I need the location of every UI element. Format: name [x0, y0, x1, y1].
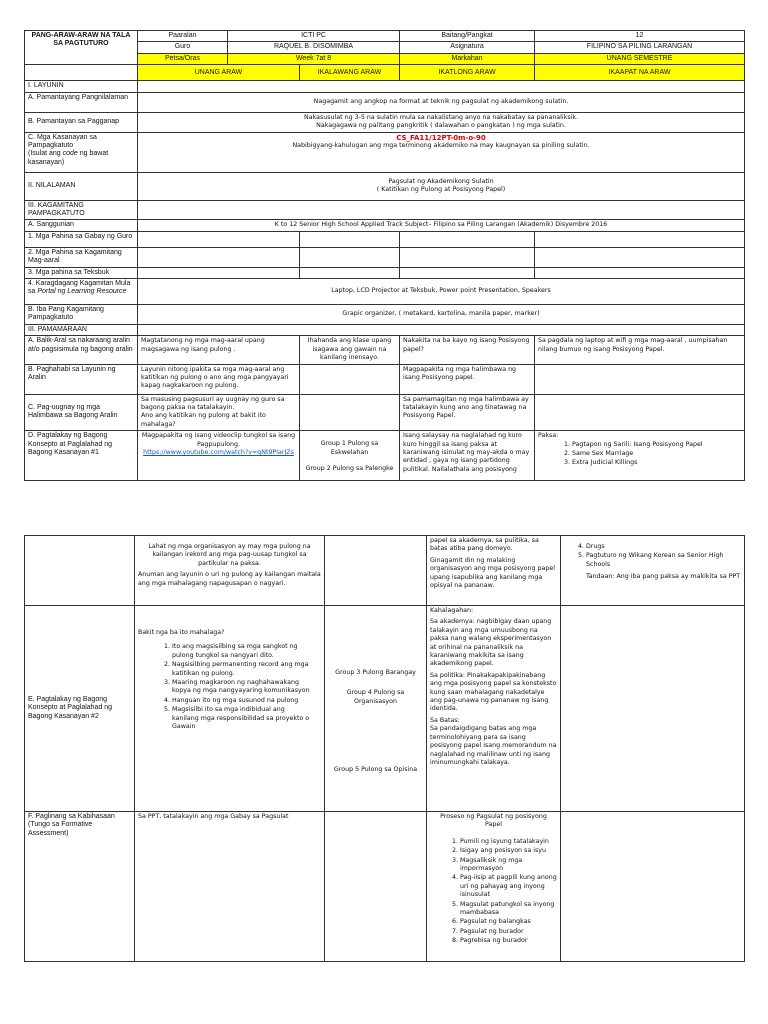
balik-aral-label: A. Balik-Aral sa nakaraang aralin at/o pagsisimula ng bagong aralin: [25, 336, 138, 364]
list-item: 8. Pagrebisa ng burador: [460, 937, 557, 945]
pagtalakay-1-day3: Isang salaysay na naglalahad ng kuro kuro hinggil sa isang paksa at karaniwang isinulat ng may-akda o may entidad , gaya ng isang partidong pulitikal. Nailalathala ang posisyong: [400, 431, 535, 481]
iba-pang-content: Grapic organizer, ( metakard, kartolina, manila paper, marker): [138, 305, 745, 325]
continued-day1: Lahat ng mga organisasyon ay may mga pulong na kailangan irekord ang mga pag-uusap tungkol sa partikular na paksa. Anuman ang layunin o uri ng pulong ay kailangan maitala ang mga mahalagang napagusapan o nagyari.: [135, 536, 325, 606]
kagamitang-mag-label: 2. Mga Pahina sa Kagamitang Mag-aaral: [25, 247, 138, 267]
markahan-value: UNANG SEMESTRE: [535, 53, 745, 64]
guro-value: RAQUEL B. DISOMIMBA: [228, 42, 400, 53]
pamantayang-pang-label: A. Pamantayang Pangnilalaman: [25, 92, 138, 112]
sanggunian-content: K to 12 Senior High School Applied Track Subject– Filipino sa Piling Larangan (Akademik) Disyembre 2016: [138, 220, 745, 231]
layunin-label: I. LAYUNIN: [25, 81, 138, 92]
lesson-log-table-continued: [24, 535, 745, 962]
list-item: 4. Hanguan ito ng mga susunod na pulong: [172, 697, 311, 705]
kasanayan-label: C. Mga Kasanayan sa Pampagkatuto (Isulat ang code ng bawat kasanayan): [25, 132, 138, 172]
asignatura-label: Asignatura: [400, 42, 535, 53]
day-3-header: IKATLONG ARAW: [400, 65, 535, 81]
pag-uugnay-day1: Sa masusing pagsusuri ay uugnay ng guro sa bagong paksa na tatalakayin. Ano ang katitikan ng pulong at bakit ito mahalaga?: [138, 394, 300, 431]
pamantayang-pang-content: Nagagamit ang angkop na format at teknik ng pagsulat ng akademikong sulatin.: [138, 92, 745, 112]
baitang-label: Baitang/Pangkat: [400, 31, 535, 42]
paksa-list: [538, 441, 741, 468]
youtube-link[interactable]: https://www.youtube.com/watch?v=qNt9PlarJZs: [143, 448, 294, 456]
list-item: 3. Magsaliksik ng mga impormasyon: [460, 857, 557, 874]
balik-aral-day4: Sa pagdala ng laptop at wifi g mga mag-aaral , uumpisahan nilang bumuo ng isang Posisyong Papel.: [535, 336, 745, 364]
kagamitang-label: III. KAGAMITANG PAMPAGKATUTO: [25, 200, 138, 220]
dll-title: PANG-ARAW-ARAW NA TALA SA PAGTUTURO: [25, 31, 138, 65]
list-item: 1. Pagtapon ng Sarili: Isang Posisyong Papel: [572, 441, 741, 449]
guro-label: Guro: [138, 42, 228, 53]
nilalaman-content: Pagsulat ng Akademikong Sulatin ( Katitikan ng Pulong at Posisyong Papel): [138, 172, 745, 200]
continued-day3: papel sa akademya, sa pulitika, sa batas atiba pang domeyo. Ginagamit din ng malaking organisasyon ang mga posisyong papel upang isapublika ang kanilang mga opisyal na pananaw.: [427, 536, 561, 606]
list-item: 1. Pumili ng isyung tatalakayin: [460, 838, 557, 846]
paaralan-label: Paaralan: [138, 31, 228, 42]
paglinang-day1: Sa PPT, tatalakayin ang mga Gabay sa Pagsulat: [135, 812, 325, 962]
page-one: [24, 30, 744, 481]
paglinang-day3: Proseso ng Pagsulat ng posisyong Papel 1. Pumili ng isyung tatalakayin 2. Isigay ang posisyon sa isyu 3. Magsaliksik ng mga impormasyon 4. Pag-iisip at pagpili kung anong uri ng pahayag ang inyong isinusulat 5. Magsulat patungkol sa inyong mambabasa 6. Pagsulat ng balangkas 7. Pagsulat ng burador 8. Pagrebisa ng burador: [427, 812, 561, 962]
list-item: 4. Pag-iisip at pagpili kung anong uri ng pahayag ang inyong isinusulat: [460, 874, 557, 899]
pamantayan-pag-content: Nakasusulat ng 3-5 na sulatin mula sa nakalistang anyo na nakabatay sa pananaliksik. Nakagagawa ng palitang pangkritik ( dalawahan o pangkatan ) ng mga sulatin.: [138, 112, 745, 132]
list-item: 5. Pagtuturo ng Wikang Korean sa Senior High Schools: [586, 552, 741, 569]
page-two: [24, 535, 744, 962]
list-item: 6. Pagsulat ng balangkas: [460, 918, 557, 926]
list-item: 7. Pagsulat ng burador: [460, 928, 557, 936]
markahan-label: Markahan: [400, 53, 535, 64]
balik-aral-day3: Nakakita na ba kayo ng isang Posisyong papel?: [400, 336, 535, 364]
karagdagang-label: 4. Karagdagang Kagamitan Mula sa Portal ng Learning Resource: [25, 279, 138, 305]
pagtalakay-1-day2: Group 1 Pulong sa Eskwelahan Group 2 Pulong sa Palengke: [300, 431, 400, 481]
pagtalakay-2-day1: Bakit nga ba ito mahalaga? 1. Ito ang magsisilbing sa mga sangkot ng pulong tungkol sa nangyari dito. 2. Nagsisilbing permanenting record ang mga katitikan ng pulong. 3. Maaring magkaroon ng naghahawakang kopya ng mga nangyayaring komunikasyon 4. Hanguan ito ng mga susunod na pulong 5. Magsisilbi ito sa mga indibidual ang kanilang mga responsibilidad sa proyekto o Gawain: [135, 606, 325, 812]
list-item: 3. Maaring magkaroon ng naghahawakang kopya ng mga nangyayaring komunikasyon: [172, 679, 311, 696]
list-item: 1. Ito ang magsisilbing sa mga sangkot ng pulong tungkol sa nangyari dito.: [172, 643, 311, 660]
continued-day4: [561, 536, 745, 606]
paksa-list-continued: [564, 543, 741, 569]
karagdagang-content: Laptop, LCD Projector at Teksbuk, Power point Presentation, Speakers: [138, 279, 745, 305]
nilalaman-label: II. NILALAMAN: [25, 172, 138, 200]
balik-aral-day1: Magtatanong ng mga mag-aaral upang magsagawa ng isang pulong .: [138, 336, 300, 364]
list-item: 5. Magsulat patungkol sa inyong mambabasa: [460, 901, 557, 918]
pag-uugnay-label: C. Pag-uugnay ng mga Halimbawa sa Bagong Aralin: [25, 394, 138, 431]
day-2-header: IKALAWANG ARAW: [300, 65, 400, 81]
pagtalakay-1-label: D. Pagtalakay ng Bagong Konsepto at Paglalahad ng Bagong Kasanayan #1: [25, 431, 138, 481]
paaralan-value: ICTI PC: [228, 31, 400, 42]
proseso-list: [430, 838, 557, 946]
lesson-log-table: [24, 30, 745, 481]
pagtalakay-1-day1: Magpapakita ng isang videoclip tungkol sa isang Pagpupulong. https://www.youtube.com/watch?v=qNt9PlarJZs: [138, 431, 300, 481]
paglinang-label: F. Paglinang sa Kabihasaan (Tungo sa Formative Assessment): [25, 812, 135, 962]
sanggunian-label: A. Sanggunian: [25, 220, 138, 231]
gabay-label: 1. Mga Pahina sa Gabay ng Guro: [25, 231, 138, 247]
petsa-value: Week 7at 8: [228, 53, 400, 64]
pagtalakay-2-label: E. Pagtalakay ng Bagong Konsepto at Paglalahad ng Bagong Kasanayan #2: [25, 606, 135, 812]
pagtalakay-2-day2: Group 3 Pulong Barangay Group 4 Pulong sa Organisasyon Group 5 Pulong sa Opisina: [325, 606, 427, 812]
list-item: 4. Drugs: [586, 543, 741, 551]
paghahabi-day3: Magpapakita ng mga halimbawa ng isang Posisyong papel.: [400, 364, 535, 394]
pag-uugnay-day3: Sa pamamagitan ng mga halimbawa ay tatalakayin kung ano ang tinatawag na Posisyong Papel.: [400, 394, 535, 431]
competency-code: CS_FA11/12PT-0m-o-90: [396, 133, 486, 142]
list-item: 2. Same Sex Marriage: [572, 450, 741, 458]
paghahabi-day1: Layunin nitong ipakita sa mga mag-aaral ang katitikan ng pulong o ano ang mga pangyayari kapag nagkakaroon ng pulong.: [138, 364, 300, 394]
baitang-value: 12: [535, 31, 745, 42]
list-item: 3. Extra Judicial Killings: [572, 459, 741, 467]
kahalagahan-list: [138, 643, 321, 731]
list-item: 5. Magsisilbi ito sa mga indibidual ang kanilang mga responsibilidad sa proyekto o Gawain: [172, 706, 311, 731]
pamantayan-pag-label: B. Pamantayan sa Pagganap: [25, 112, 138, 132]
teksbuk-label: 3. Mga pahina sa Teksbuk: [25, 267, 138, 278]
list-item: 2. Isigay ang posisyon sa isyu: [460, 847, 557, 855]
balik-aral-day2: Ihahanda ang klase upang isagawa ang gawain na kanilang inensayo.: [300, 336, 400, 364]
pamamaraan-label: III. PAMAMARAAN: [25, 324, 138, 335]
list-item: 2. Nagsisilbing permanenting record ang mga katitikan ng pulong.: [172, 661, 311, 678]
asignatura-value: FILIPINO SA PILING LARANGAN: [535, 42, 745, 53]
day-1-header: UNANG ARAW: [138, 65, 300, 81]
pagtalakay-1-day4: Paksa: 1. Pagtapon ng Sarili: Isang Posisyong Papel 2. Same Sex Marriage 3. Extra Judicial Killings: [535, 431, 745, 481]
day-4-header: IKAAPAT NA ARAW: [535, 65, 745, 81]
iba-pang-label: B. Iba Pang Kagamitang Pampagkatuto: [25, 305, 138, 325]
kasanayan-content: CS_FA11/12PT-0m-o-90 Nabibigyang-kahulugan ang mga terminong akademiko na may kaugnayan sa piniling sulatin.: [138, 132, 745, 172]
paghahabi-label: B. Paghahabi sa Layunin ng Aralin: [25, 364, 138, 394]
petsa-label: Petsa/Oras: [138, 53, 228, 64]
tandaan-note: Tandaan: Ang iba pang paksa ay makikita sa PPT: [586, 573, 741, 581]
pagtalakay-2-day3: Kahalagahan: Sa akademya: nagbibigay daan upang talakayin ang mga umuusbong na paksa nang walang eksperimentasyon at orihinal na pananaliksik na karaniwang makikita sa isang akademikong papel. Sa politika: Pinakakapakipakinabang ang mga posisyong papel sa konsteksto kung saan mahalagang nakadetalye ang pag-unawa ng pananaw ng isang identida. Sa Batas: Sa pandaigdigang batas ang mga terminolohiyang para sa isang posisyong papel isang memorandum na naglalahad ng malilinaw unti ng isang iminumungkahi talakaya.: [427, 606, 561, 812]
